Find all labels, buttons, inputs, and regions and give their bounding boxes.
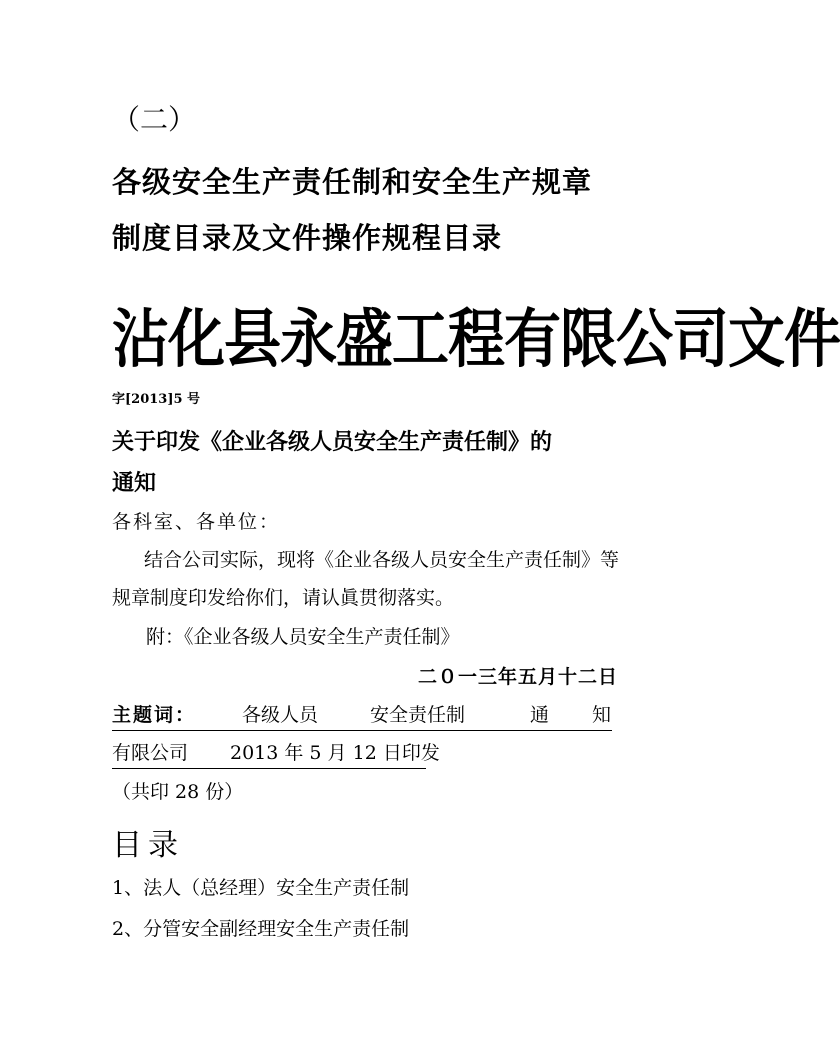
toc-item: 2、分管安全副经理安全生产责任制 bbox=[112, 918, 410, 940]
attachment-note: 附：《企业各级人员安全生产责任制》 bbox=[146, 626, 460, 648]
body-text-line-2: 规章制度印发给你们，请认眞贯彻落实。 bbox=[112, 587, 455, 609]
document-title-line-2: 制度目录及文件操作规程目录 bbox=[112, 221, 503, 255]
toc-item: 1、法人（总经理）安全生产责任制 bbox=[112, 877, 410, 899]
addressee: 各科室、各单位： bbox=[112, 511, 281, 533]
printed-date: 2013 年 5 月 12 日印发 bbox=[230, 742, 440, 764]
document-title-line-1: 各级安全生产责任制和安全生产规章 bbox=[112, 165, 593, 199]
keyword-term: 知 bbox=[592, 704, 612, 726]
document-number: 字[2013]5 号 bbox=[112, 392, 201, 407]
keyword-term: 通 bbox=[530, 704, 550, 726]
notice-title-line-2: 通知 bbox=[112, 470, 157, 496]
issue-date: 二０一三年五月十二日 bbox=[418, 666, 619, 688]
copies-count: （共印 28 份） bbox=[112, 781, 244, 803]
section-number: （二） bbox=[112, 103, 197, 136]
keyword-term: 安全责任制 bbox=[370, 704, 466, 726]
printed-info-row bbox=[112, 738, 440, 769]
keywords-label: 主题词： bbox=[112, 704, 197, 726]
notice-title-line-1: 关于印发《企业各级人员安全生产责任制》的 bbox=[112, 429, 553, 455]
body-text-line-1: 结合公司实际，现将《企业各级人员安全生产责任制》等 bbox=[144, 549, 620, 571]
printed-by-company: 有限公司 bbox=[112, 742, 189, 764]
company-letterhead: 沾化县永盛工程有限公司文件 bbox=[112, 302, 840, 377]
keywords-row bbox=[112, 700, 612, 731]
toc-heading: 目录 bbox=[112, 828, 184, 863]
keyword-term: 各级人员 bbox=[242, 704, 319, 726]
